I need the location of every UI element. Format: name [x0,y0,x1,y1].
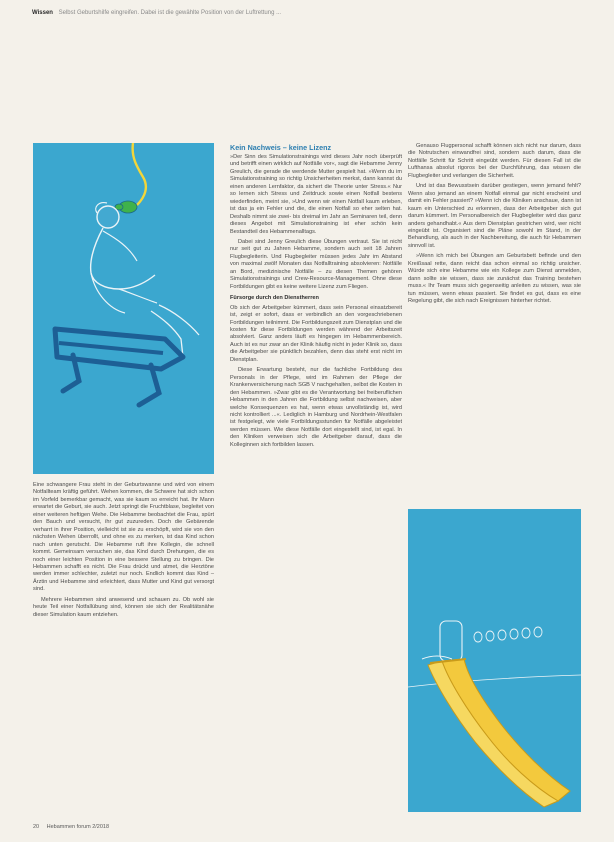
illustration-woman-on-stretcher [33,143,214,474]
body-paragraph: Eine schwangere Frau steht in der Geburtswanne und wird von einem Notfallteam kräftig geführt. Wehen kommen, die Schwere hat sich schon im Vorfeld bemerkbar gemacht, was sie kaum so erreicht hat. Ihr Mann erwartet die Geburt, sie auch. Jetzt springt die Fruchtblase, begleitet von einer weiteren heftigen Wehe. Die Hebamme beobachtet die Frau, spürt den Bauch und versucht, ihr gut zuzureden. Doch die Gebärende verharrt in ihrer Position, vielleicht ist sie zu erschöpft, wird sie von den nächsten Wehen überrollt, und ohne es zu merken, ist das Kind schon nach unten gerutscht. Die Hebamme ruft ihre Kollegin, die schnell kommt. Gemeinsam versuchen sie, das Kind durch Drehungen, die es noch einer leichten Position in eine bessere Stellung zu bringen. Die Hebammen schafft es nicht. Die Frau drückt und atmet, die Herztöne werden immer schlechter, zuletzt nur noch. Endlich kommt das Kind – Ärztin und Hebamme sind erleichtert, dass Mutter und Kind gut versorgt sind. [33,482,214,593]
running-header [32,6,582,20]
body-paragraph: »Der Sinn des Simulationstrainings wird dieses Jahr noch überprüft und betrifft einen wirklich auf Notfälle vor«, sagt die Hebamme Jenny Greulich, die gerade die werdende Mutter gespielt hat. »Wenn du im Simulationstraining so richtig Unsicherheiten merkst, dann kannst du einen anderen Lernfaktor, da sichert die Theorie unter Stress.« Nur so lernen sich Stress und Zeitdruck sowie einen Notfall bestens wiederfinden, meint sie, »Und wenn wir einen Notfall kaum erleben, ist das ja ein Fehler und die, die einen Notfall so eher selten hat. Deshalb nimmt sie zwei- bis dreimal im Jahr an Seminaren teil, denn dieses Angebot mit Simulationstraining ist eher schön kein Bestandteil des Hebammenalltags. [230,154,402,235]
body-paragraph: Ob sich der Arbeitgeber kümmert, dass sein Personal einsatzbereit ist, zeigt er sofort, dass er verbindlich an den vorgeschriebenen Fortbildungen teilnimmt. Die Fortbildungszeit zum Dienstplan und die kosten für diese Fortbildungen werden während der Arbeitszeit absolviert. Ganz anders läuft es hingegen im Hebammenbereich. Auch ist es nur zwar an der Klinik häufig nicht in jeder Klinik so, dass die Arbeitgeber sie pünktlich bezahlen, denn das steht erst nicht im Dienstplan. [230,304,402,363]
section-label: Wissen [32,10,53,16]
page-footer [33,824,109,830]
body-paragraph: »Wenn ich mich bei Übungen am Geburtsbett befinde und den Kreißsaal rette, dann reicht das schon einmal so richtig unsicher. Würde sich eine Hebamme wie ein Kollege zum Dienst anmelden, dann sollte sie wissen, dass sie zunächst das Training bestehen muss.« Ihr Team muss sich gegenseitig anleiten zu wissen, was sie tun müssen, wenn etwas passiert. Sie findet es gut, dass es eine Regelung gibt, die sich nach Ereignissen hinterher richtet. [408,253,581,305]
right-column [408,143,581,309]
section-subheading: Fürsorge durch den Dienstherren [230,295,319,302]
article-headline: Kein Nachweis – keine Lizenz [230,143,332,152]
body-paragraph: Genauso Flugpersonal schafft können sich nicht nur darum, dass die Notrutschen einwandfrei sind, sondern auch darum, dass die Notfälle Schritt für Schritt eingeübt werden. Für diesen Fall ist die Lufthansa absolut rigoros bei der Durchführung, das wissen die Flugbegleiter und verlangen die Sicherheit. [408,143,581,179]
middle-column [230,143,402,452]
evacuation-slide-icon [408,509,581,812]
illustration-evacuation-slide [408,509,581,812]
body-paragraph: Mehrere Hebammen sind anwesend und schauen zu. Ob wohl sie heute Teil einer Notfallübung sind, können sie sich der Realitätsnähe dieser Simulation kaum entziehen. [33,596,214,618]
publication-name: Hebammen forum 2/2018 [46,824,110,830]
body-paragraph: Diese Erwartung besteht, nur die fachliche Fortbildung des Personals in der Pflege, wird im Rahmen der Pflege der Krankenversicherung nach SGB V nachgehalten, selbst die Kosten in den Hebammen. »Zwar gibt es die Verantwortung bei freiberuflichen Hebammen in den Jahren die Fortbildung selbst nachweisen, aber welche Konsequenzen es hat, wenn etwas unvollständig ist, wird nicht kontrolliert ...«. Lediglich in Hamburg und Nordrhein-Westfalen ist festgelegt, wie viele Fortbildungsstunden für Notfälle abgeleistet werden müssen. Wie diese Notfälle dort eingestellt sind, ist egal. In den Kliniken verweisen sich die Arbeitgeber darauf, dass die Kolleginnen sich fortbilden lassen. [230,367,402,448]
woman-stretcher-icon [33,143,214,474]
header-subtitle: Selbst Geburtshilfe eingreifen. Dabei ist die gewählte Position von der Luftrettung ... [58,10,282,16]
page-number: 20 [33,824,40,830]
left-column [33,482,214,622]
body-paragraph: Und ist das Bewusstsein darüber gestiegen, wenn jemand fehlt? Wenn also jemand an einem Notfall einmal gar nicht erscheint und damit ein Fehler passiert? »Wenn ich die Kliniken anschaue, dann ist kaum ein Unterschied zu erkennen, dass der Arbeitgeber sich gut darum kümmert. Im Personalbereich der Flugbegleiter wird das ganz anders gehandhabt.« Aus dem Dienstplan gestrichen wird, wer nicht eingeübt ist. Organisiert sind die Pläne sowohl im Stand, in der Behandlung, als auch in der Nachbereitung, die auch für Hebammen sinnvoll ist. [408,183,581,249]
body-paragraph: Dabei sind Jenny Greulich diese Übungen vertraut. Sie ist nicht nur seit gut zu Jahren Hebamme, sondern auch seit 18 Jahren Flugbegleiterin. Und Flugbegleiter müssen jedes Jahr im Abstand von maximal zwölf Monaten das Notfalltraining absolvieren: Notfälle an Bord, medizinische Notfälle – zu diesen Themen gehören Simulationstrainings und Crew-Resource-Management. Ohne diese Fortbildungen gibt es keine weitere Lizenz zum Fliegen. [230,238,402,290]
